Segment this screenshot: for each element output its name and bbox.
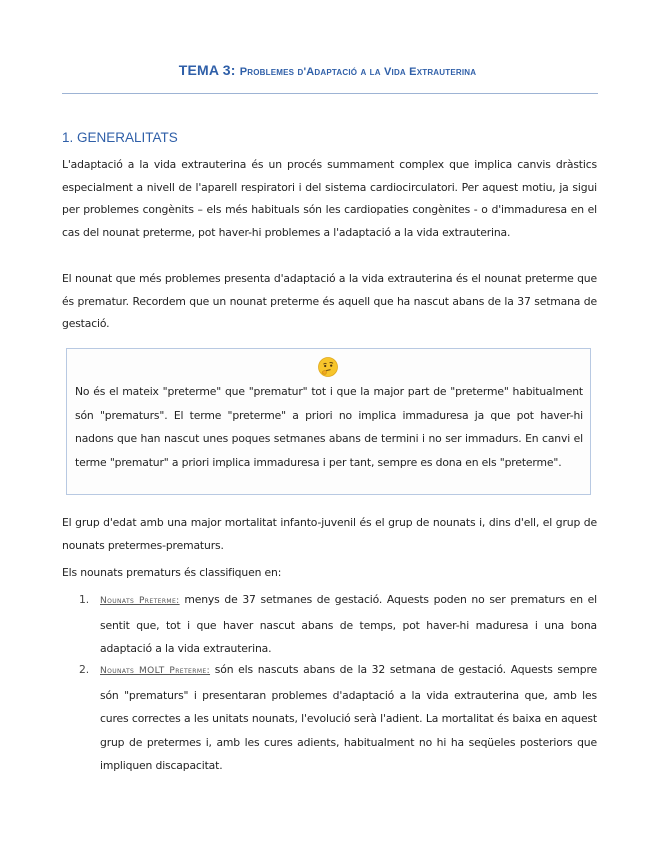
list-term: Nounats Preterme: <box>100 596 180 606</box>
list-item <box>62 588 597 661</box>
classification-list <box>62 588 597 661</box>
title-divider <box>62 93 598 94</box>
title-tema: TEMA 3: <box>178 62 236 78</box>
list-text: són els nascuts abans de la 32 setmana de gestació. Aquests sempre són "prematurs" i presentaran problemes d'adaptació a la vida extrauterina que, amb les cures correctes a les unitats nounats, l'evolució serà l'adient. La mortalitat és baixa en aquest grup de pretermes i, amb les cures adients, habitualment no hi ha seqüeles posteriors que impliquen discapacitat. <box>100 663 597 772</box>
list-term: Nounats MOLT Preterme: <box>100 666 211 676</box>
section-heading: 1. GENERALITATS <box>62 130 178 145</box>
paragraph-intro: L'adaptació a la vida extrauterina és un procés summament complex que implica canvis dràstics especialment a nivell de l'aparell respiratori i del sistema cardiocirculatori. Per aquest motiu, ja sigui per problemes congènits – els més habituals són les cardiopaties congènites - o d'immaduresa en el cas del nounat preterme, pot haver-hi problemes a l'adaptació a la vida extrauterina. <box>62 158 597 239</box>
list-item <box>62 658 597 778</box>
paragraph-classification: Els nounats prematurs és classifiquen en: <box>62 566 282 579</box>
note-box <box>66 348 591 495</box>
title-text: Problemes d'Adaptació a la Vida Extrauterina <box>239 66 477 78</box>
paragraph-mortality: El grup d'edat amb una major mortalitat infanto-juvenil és el grup de nounats i, dins d'ell, el grup de nounats pretermes-prematurs. <box>62 516 597 552</box>
list-number: 1. <box>79 593 90 606</box>
classification-list-2 <box>62 658 597 778</box>
document-title <box>0 62 655 78</box>
list-number: 2. <box>79 663 90 676</box>
list-text: menys de 37 setmanes de gestació. Aquests poden no ser prematurs en el sentit que, tot i que haver nascut abans de temps, pot haver-hi maduresa i una bona adaptació a la vida extrauterina. <box>100 593 597 655</box>
paragraph-preterm: El nounat que més problemes presenta d'adaptació a la vida extrauterina és el nounat preterme que és prematur. Recordem que un nounat preterme és aquell que ha nascut abans de la 37 setmana de gestació. <box>62 272 597 330</box>
note-text: No és el mateix "preterme" que "prematur" tot i que la major part de "preterme" habitualment són "prematurs". El terme "preterme" a priori no implica immaduresa ja que pot haver-hi nadons que han nascut unes poques setmanes abans de termini i no ser immadurs. En canvi el terme "prematur" a priori implica immaduresa i per tant, sempre es dona en els "preterme". <box>75 385 583 469</box>
thinking-face-icon <box>317 356 339 378</box>
